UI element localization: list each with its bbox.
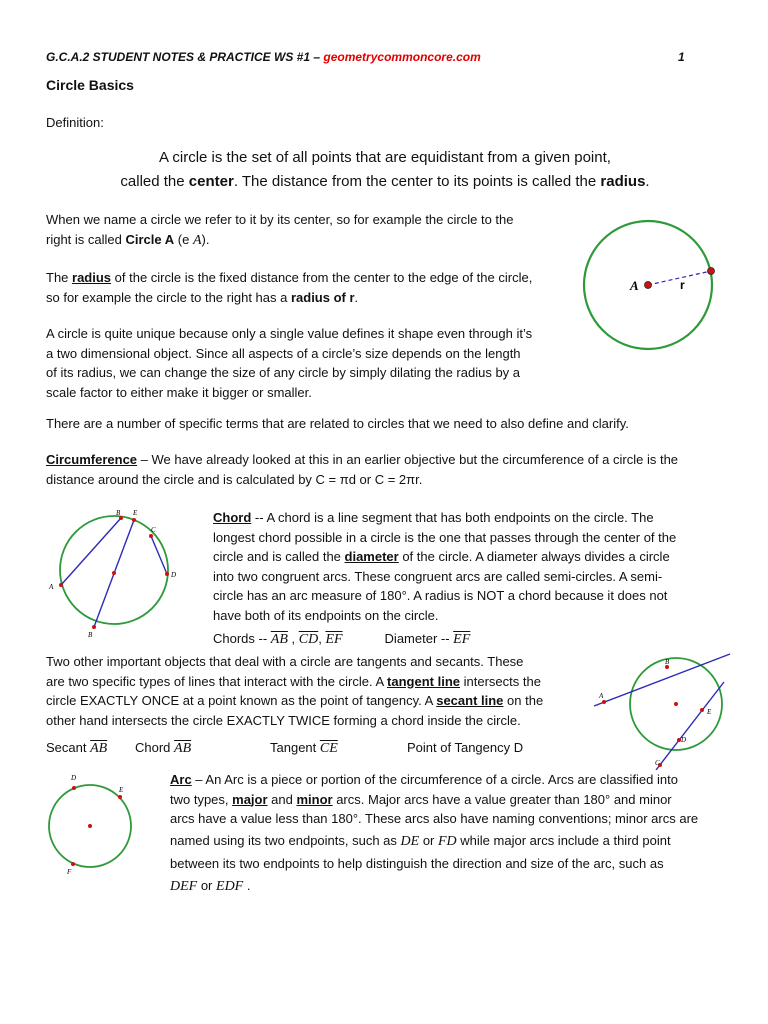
arc-center: [88, 824, 92, 828]
tsf-label-d: D: [681, 736, 687, 744]
chord-figure: [44, 508, 194, 643]
unique-paragraph: A circle is quite unique because only a single value defines it shape even through it’s a two dimensional object. Since all aspects of a circle’s size depends on the length of its radius, we can change the size of any circle by simply dilating the radius by a scale factor to either make it bigger or smaller.: [46, 326, 533, 400]
point-a: [59, 583, 63, 587]
tsf-point-a: [602, 700, 606, 704]
page-number: 1: [678, 50, 685, 64]
point-e: [132, 518, 136, 522]
diameter-term: diameter: [344, 549, 399, 564]
edge-point: [708, 268, 715, 275]
definition-line-1: A circle is the set of all points that are equidistant from a given point,: [159, 149, 611, 166]
definition-line-2: called the center. The distance from the center to its points is called the radius.: [120, 173, 650, 190]
tsf-label-a: A: [599, 692, 604, 700]
arc-de: DE: [400, 833, 420, 849]
arc-label-d: D: [71, 774, 77, 782]
definition-block: [40, 146, 730, 194]
label-d: D: [171, 571, 177, 579]
label-e: E: [133, 509, 138, 517]
naming-paragraph: When we name a circle we refer to it by its center, so for example the circle to the right is called Circle A (e A).: [46, 212, 514, 248]
radius-paragraph: The radius of the circle is the fixed distance from the center to the edge of the circle, so for example the circle to the right has a radius of r.: [46, 270, 533, 305]
tsf-point-e: [700, 708, 704, 712]
tsf-label-c: C: [655, 759, 660, 767]
arc-label-f: F: [67, 868, 72, 876]
arc-paragraph: Arc – An Arc is a piece or portion of the circumference of a circle. Arcs are classified into two types, major and minor arcs. Major arcs have a value greater than 180° and minor arcs have a value less than 180°. These arcs also have naming conventions; minor arcs are named using its two endpoints, such as DE or FD while major arcs include a third point between its two endpoints to help distinguish the direction and size of the arc, such as DEF or EDF .: [170, 772, 699, 894]
label-b-top: B: [116, 509, 121, 517]
secant-term: secant line: [436, 693, 504, 708]
secant-line-ab: [594, 654, 730, 706]
chord-term: Chord: [213, 510, 252, 525]
label-radius-r: r: [680, 278, 685, 292]
tangency-example: Point of Tangency D: [407, 740, 524, 755]
arc-label-e: E: [119, 786, 124, 794]
center-point-a: [645, 282, 652, 289]
tangent-secant-paragraph: Two other important objects that deal with a circle are tangents and secants. These are two specific types of lines that interact with the circle. A tangent line intersects the circle EXACTLY ONCE at a point known as the point of tangency. A secant line on the other hand intersects the circle EXACTLY TWICE forming a chord inside the circle.: [46, 654, 544, 728]
arc-edf: EDF: [216, 879, 244, 894]
tangent-example: Tangent $\overline{CE}$: [270, 740, 338, 756]
radius-term: radius: [600, 173, 646, 190]
circumference-term: Circumference: [46, 452, 138, 467]
arc-point-f: [71, 862, 75, 866]
chord-paragraph: Chord -- A chord is a line segment that has both endpoints on the circle. The longest chord possible in a circle is the one that passes through the center of the circle and is called the diameter of the circle. A diameter always divides a circle into two congruent arcs. These congruent arcs are called semi-circles. A semi- circle has an arc measure of 180°. A radius is NOT a chord because it does not have both of its endpoints on the circle. Chords -- $\overline{AB}$ , $\overline{CD}$, $\overline{EF}$ Diameter -- $\overline{EF}$: [213, 510, 677, 647]
arc-point-d: [72, 786, 76, 790]
chord-example: Chord $\overline{AB}$: [135, 740, 192, 756]
major-term: major: [232, 791, 268, 807]
point-c: [149, 534, 153, 538]
arc-figure: [44, 772, 144, 882]
circumference-paragraph: Circumference – We have already looked at this in an earlier objective but the circumference of a circle is the distance around the circle and is calculated by C = πd or C = 2πr.: [46, 452, 679, 487]
label-c: C: [151, 526, 156, 534]
arc-fd: FD: [438, 833, 457, 849]
chord-ab: [61, 518, 121, 585]
point-b-bottom: [92, 625, 96, 629]
secant-example: Secant $\overline{AB}$: [46, 740, 108, 756]
center-term: center: [188, 173, 234, 190]
point-d: [165, 572, 169, 576]
arc-term: Arc: [170, 772, 192, 787]
tsf-label-e: E: [707, 708, 712, 716]
header-title: G.C.A.2 STUDENT NOTES & PRACTICE WS #1 –: [46, 50, 324, 64]
minor-term: minor: [296, 791, 333, 807]
header: [46, 50, 481, 64]
arc-point-e: [118, 795, 122, 799]
terms-paragraph: There are a number of specific terms that are related to circles that we need to also define and clarify.: [46, 416, 629, 431]
section-title: Circle Basics: [46, 77, 134, 93]
tsf-center: [674, 702, 678, 706]
radius-term-2: radius: [72, 270, 112, 285]
tangent-line-ce: [656, 682, 724, 770]
header-site-link[interactable]: geometrycommoncore.com: [323, 50, 481, 64]
tangent-term: tangent line: [387, 673, 460, 689]
label-center-a: A: [630, 278, 639, 293]
tsf-label-b: B: [665, 658, 670, 666]
tangent-secant-figure: [592, 652, 732, 770]
label-b-bottom: B: [88, 631, 93, 639]
arc-def: DEF: [170, 879, 198, 894]
center-point: [112, 571, 116, 575]
label-a: A: [49, 583, 54, 591]
definition-label: Definition:: [46, 115, 104, 130]
circle-a-figure: [580, 215, 720, 360]
